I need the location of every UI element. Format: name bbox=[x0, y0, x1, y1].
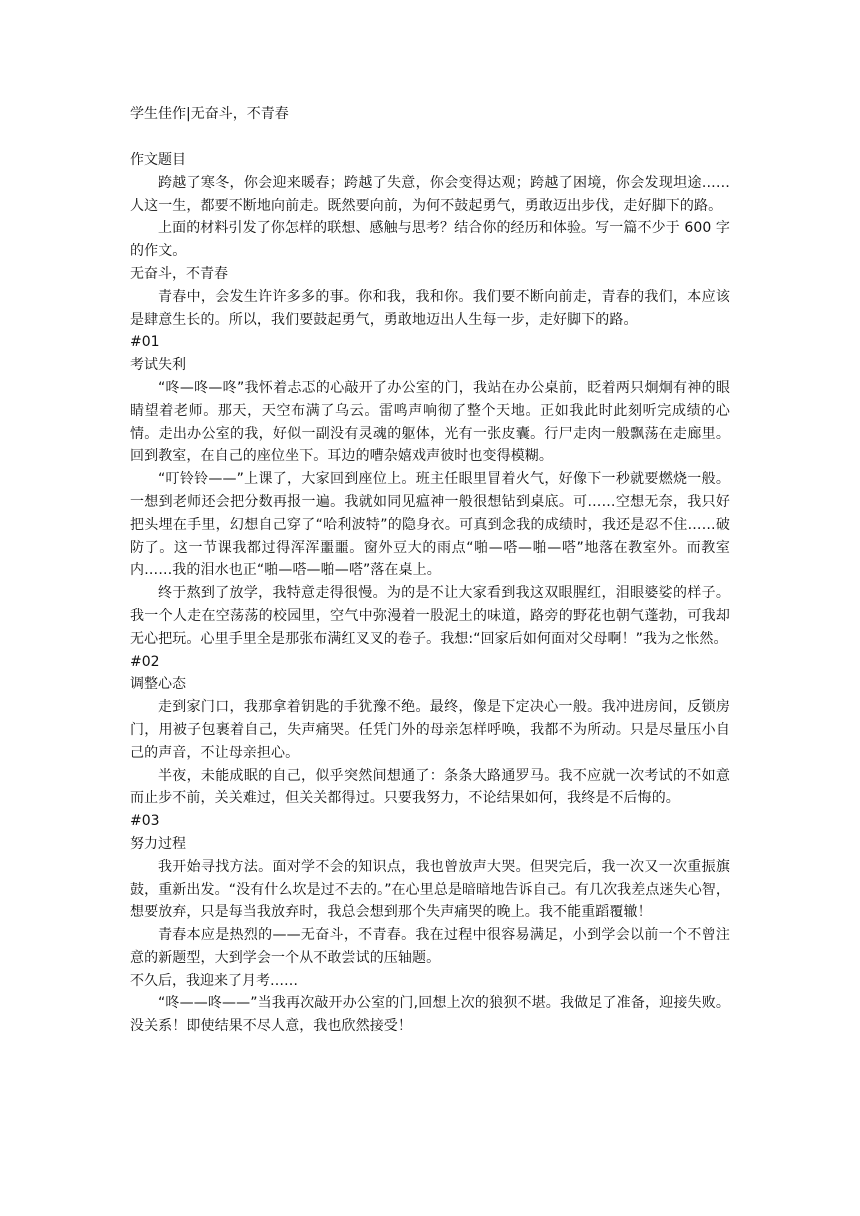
document-title: 学生佳作|无奋斗，不青春 bbox=[130, 106, 289, 122]
section-number-03: #03 bbox=[130, 813, 160, 830]
section-number-02: #02 bbox=[130, 653, 160, 670]
section-heading-01: 考试失利 bbox=[130, 357, 186, 374]
section-01-paragraph: “叮铃铃——”上课了，大家回到座位上。班主任眼里冒着火气，好像下一秒就要燃烧一般。一想到老师还会把分数再报一遍。我就如同见瘟神一般很想钻到桌底。可……空想无奈，我只好把头埋在手里，幻想自己穿了“哈利波特”的隐身衣。可真到念我的成绩时，我还是忍不住……破防了。这一节课我都过得浑浑噩噩。窗外豆大的雨点“啪—嗒—啪—嗒”地落在教室外。而教室内……我的泪水也正“啪—嗒—啪—嗒”落在桌上。 bbox=[130, 471, 731, 579]
section-01-paragraph: “咚—咚—咚”我怀着忐忑的心敲开了办公室的门，我站在办公桌前，眨着两只炯炯有神的眼睛望着老师。那天，天空布满了乌云。雷鸣声响彻了整个天地。正如我此时此刻听完成绩的心情。走出办公室的我，好似一副没有灵魂的躯体，光有一张皮囊。行尸走肉一般飘荡在走廊里。回到教室，在自己的座位坐下。耳边的嘈杂嬉戏声彼时也变得模糊。 bbox=[130, 379, 730, 465]
section-03-paragraph: 青春本应是热烈的——无奋斗，不青春。我在过程中很容易满足，小到学会以前一个不曾注意的新题型，大到学会一个从不敢尝试的压轴题。 bbox=[130, 927, 730, 966]
essay-title: 无奋斗，不青春 bbox=[130, 265, 228, 282]
prompt-paragraph-2: 上面的材料引发了你怎样的联想、感触与思考？结合你的经历和体验。写一篇不少于 600 字的作文。 bbox=[130, 220, 730, 260]
essay-body bbox=[130, 149, 730, 1038]
plain-line: 不久后，我迎来了月考…… bbox=[130, 972, 298, 989]
section-03-paragraph: “咚——咚——”当我再次敲开办公室的门,回想上次的狼狈不堪。我做足了准备，迎接失败。没关系！即使结果不尽人意，我也欣然接受！ bbox=[130, 995, 730, 1035]
intro-paragraph: 青春中，会发生许许多多的事。你和我，我和你。我们要不断向前走，青春的我们，本应该是肆意生长的。所以，我们要鼓起勇气，勇敢地迈出人生每一步，走好脚下的路。 bbox=[130, 288, 730, 328]
section-heading-03: 努力过程 bbox=[130, 835, 186, 852]
section-heading-prompt: 作文题目 bbox=[130, 152, 186, 168]
section-02-paragraph: 走到家门口，我那拿着钥匙的手犹豫不绝。最终，像是下定决心一般。我冲进房间，反锁房门，用被子包裹着自己，失声痛哭。任凭门外的母亲怎样呼唤，我都不为所动。只是尽量压小自己的声音，不让母亲担心。 bbox=[130, 699, 730, 761]
section-heading-02: 调整心态 bbox=[130, 676, 186, 693]
section-01-paragraph: 终于熬到了放学，我特意走得很慢。为的是不让大家看到我这双眼腥红，泪眼婆娑的样子。我一个人走在空荡荡的校园里，空气中弥漫着一股泥土的味道，路旁的野花也朝气蓬勃，可我却无心把玩。心里手里全是那张布满红叉叉的卷子。我想:“回家后如何面对父母啊！”我为之怅然。 bbox=[130, 585, 730, 647]
section-02-paragraph: 半夜，未能成眠的自己，似乎突然间想通了：条条大路通罗马。我不应就一次考试的不如意而止步不前，关关难过，但关关都得过。只要我努力，不论结果如何，我终是不后悔的。 bbox=[130, 767, 730, 807]
section-03-paragraph: 我开始寻找方法。面对学不会的知识点，我也曾放声大哭。但哭完后，我一次又一次重振旗鼓，重新出发。“没有什么坎是过不去的。”在心里总是暗暗地告诉自己。有几次我差点迷失心智，想要放弃，只是每当我放弃时，我总会想到那个失声痛哭的晚上。我不能重蹈覆辙！ bbox=[130, 858, 730, 921]
section-number-01: #01 bbox=[130, 334, 160, 351]
prompt-paragraph-1: 跨越了寒冬，你会迎来暖春；跨越了失意，你会变得达观；跨越了困境，你会发现坦途……人这一生，都要不断地向前走。既然要向前，为何不鼓起勇气，勇敢迈出步伐，走好脚下的路。 bbox=[130, 174, 730, 214]
